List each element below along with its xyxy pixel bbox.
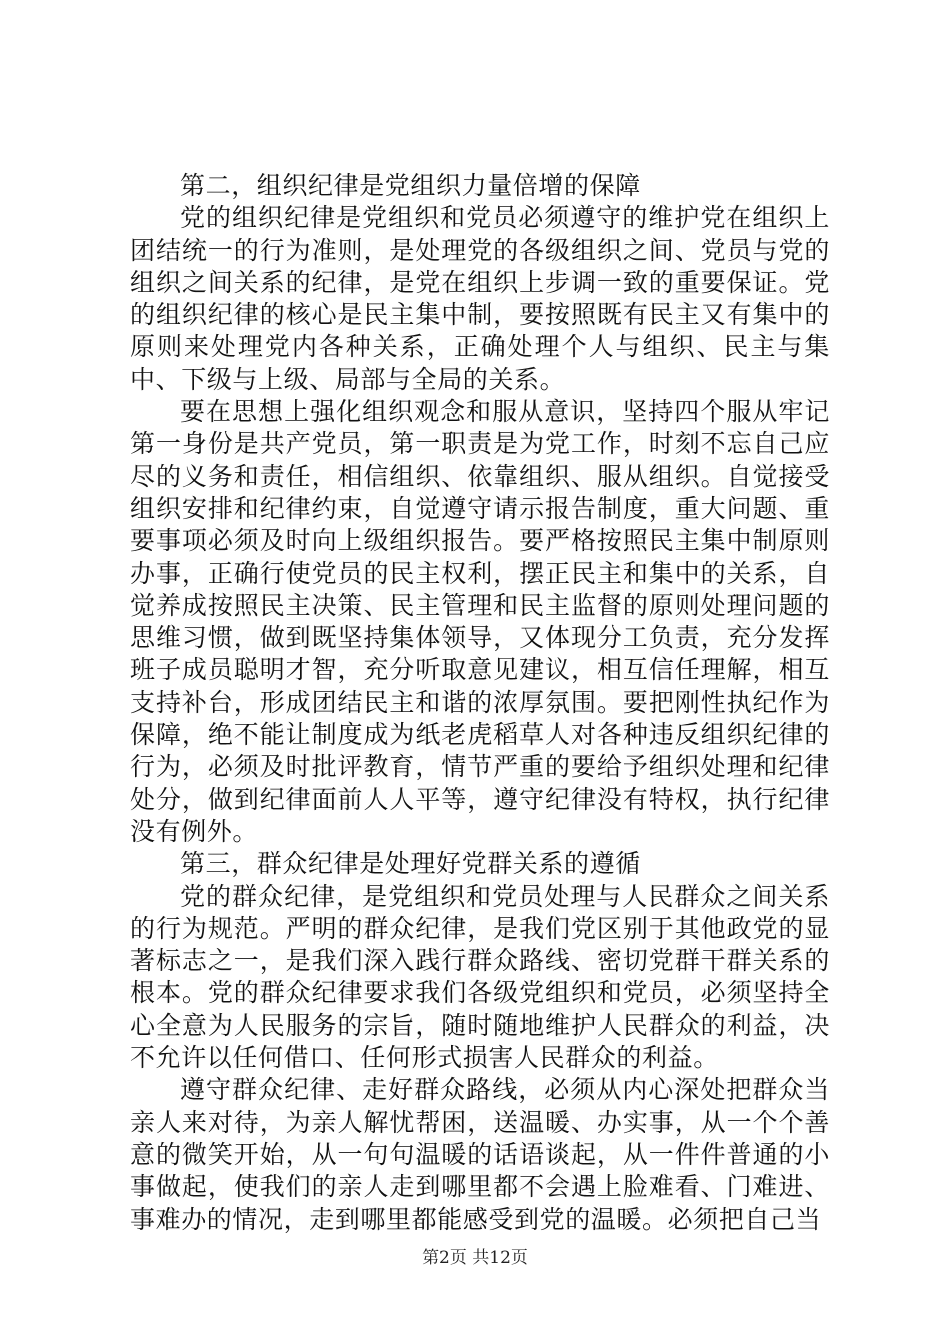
page-number-footer: 第2页 共12页: [422, 1248, 528, 1268]
section-heading-organizational-discipline: 第二，组织纪律是党组织力量倍增的保障: [180, 171, 641, 200]
paragraph: 党的组织纪律是党组织和党员必须遵守的维护党在组织上团结统一的行为准则，是处理党的各级组织之间、党员与党的组织之间关系的纪律，是党在组织上步调一致的重要保证。党的组织纪律的核心是民主集中制，要按照既有民主又有集中的原则来处理党内各种关系，正确处理个人与组织、民主与集中、下级与上级、局部与全局的关系。: [130, 203, 830, 394]
paragraph: 党的群众纪律，是党组织和党员处理与人民群众之间关系的行为规范。严明的群众纪律，是我们党区别于其他政党的显著标志之一，是我们深入践行群众路线、密切党群干群关系的根本。党的群众纪律要求我们各级党组织和党员，必须坚持全心全意为人民服务的宗旨，随时随地维护人民群众的利益，决不允许以任何借口、任何形式损害人民群众的利益。: [130, 881, 830, 1073]
document-body: [130, 170, 830, 1236]
paragraph: 要在思想上强化组织观念和服从意识，坚持四个服从牢记第一身份是共产党员，第一职责是为党工作，时刻不忘自己应尽的义务和责任，相信组织、依靠组织、服从组织。自觉接受组织安排和纪律约束，自觉遵守请示报告制度，重大问题、重要事项必须及时向上级组织报告。要严格按照民主集中制原则办事，正确行使党员的民主权利，摆正民主和集中的关系，自觉养成按照民主决策、民主管理和民主监督的原则处理问题的思维习惯，做到既坚持集体领导，又体现分工负责，充分发挥班子成员聪明才智，充分听取意见建议，相互信任理解，相互支持补台，形成团结民主和谐的浓厚氛围。要把刚性执纪作为保障，绝不能让制度成为纸老虎稻草人对各种违反组织纪律的行为，必须及时批评教育，情节严重的要给予组织处理和纪律处分，做到纪律面前人人平等，遵守纪律没有特权，执行纪律没有例外。: [130, 397, 830, 846]
section-heading-mass-discipline: 第三，群众纪律是处理好党群关系的遵循: [180, 849, 641, 879]
paragraph: 遵守群众纪律、走好群众路线，必须从内心深处把群众当亲人来对待，为亲人解忧帮困，送温暖、办实事，从一个个善意的微笑开始，从一句句温暖的话语谈起，从一件件普通的小事做起，使我们的亲人走到哪里都不会遇上脸难看、门难进、事难办的情况，走到哪里都能感受到党的温暖。必须把自己当: [130, 1075, 830, 1234]
